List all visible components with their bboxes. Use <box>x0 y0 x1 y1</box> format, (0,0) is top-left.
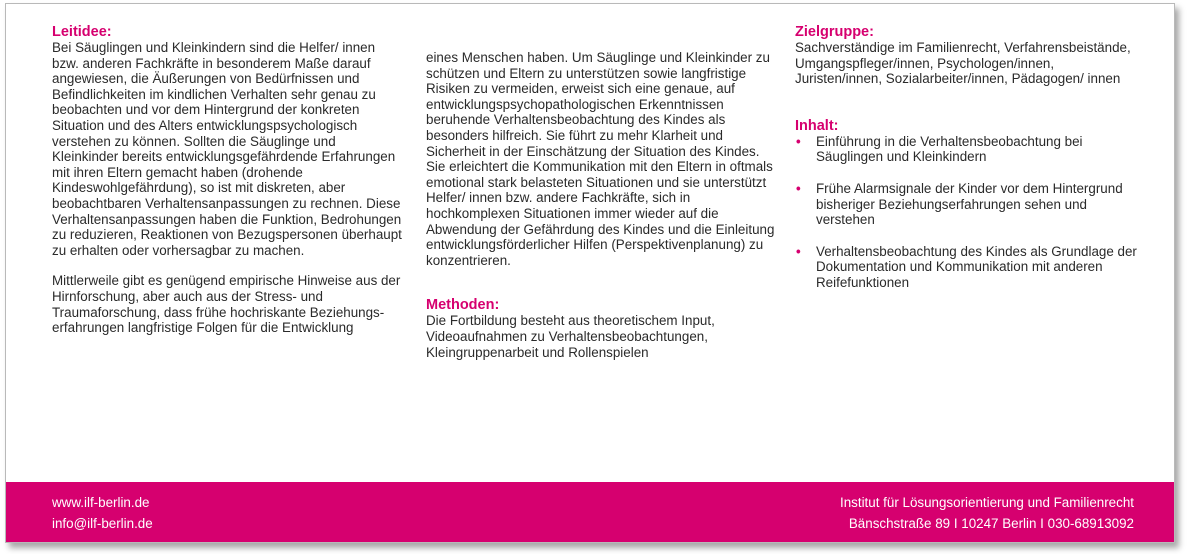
inhalt-list <box>795 134 1140 291</box>
list-item <box>795 181 1140 228</box>
inhalt-item-text: Einführung in die Verhaltensbeobachtung bei Säuglingen und Kleinkindern <box>816 133 1083 165</box>
inhalt-heading: Inhalt: <box>795 117 839 134</box>
column-middle <box>426 50 778 360</box>
flyer-card <box>5 3 1175 543</box>
leitidee-paragraph-2: Mittlerweile gibt es genügend empirische Hinweise aus der Hirnforschung, aber auch aus der Stress- und Traumaforschung, dass frühe hochriskante Beziehungserfahrungen langfristige Folgen für die Entwicklung <box>52 273 401 336</box>
leitidee-heading: Leitidee: <box>52 24 112 40</box>
column-left <box>52 24 404 336</box>
leitidee-paragraph-1: Bei Säuglingen und Kleinkindern sind die Helfer/ innen bzw. anderen Fachkräfte in besonderem Maße darauf angewiesen, die Äußerungen von Bedürfnissen und Befindlichkeiten im kindlichen Verhalten sehr genau zu beobachten und vor dem Hintergrund der konkreten Situation und des Alters entwicklungspsychologisch verstehen zu können. Sollten die Säuglinge und Kleinkinder bereits entwicklungsgefährdende Erfahrungen mit ihren Eltern gemacht haben (drohende Kindeswohlgefährdung), so ist mit diskreten, aber beobachtbaren Verhaltensanpassungen zu rechnen. Diese Verhaltensanpassungen haben die Funktion, Bedrohungen zu reduzieren, Reaktionen von Bezugspersonen überhaupt zu erhalten oder vorhersagbar zu machen. <box>52 40 402 258</box>
address-line: Bänschstraße 89 I 10247 Berlin I 030-68913092 <box>848 516 1134 531</box>
zielgruppe-heading: Zielgruppe: <box>795 24 874 40</box>
institute-name: Institut für Lösungsorientierung und Familienrecht <box>839 495 1134 510</box>
bullet-icon: • <box>796 243 801 259</box>
list-item <box>795 134 1140 165</box>
website-link[interactable]: www.ilf-berlin.de <box>52 495 150 510</box>
footer-contact <box>52 492 153 534</box>
methoden-text: Die Fortbildung besteht aus theoretischem Input, Videoaufnahmen zu Verhaltensbeobachtungen, Kleingruppenarbeit und Rollenspielen <box>426 313 715 360</box>
column-right <box>795 24 1140 307</box>
footer-bar <box>6 482 1174 542</box>
methoden-heading: Methoden: <box>426 297 500 314</box>
list-item <box>795 244 1140 291</box>
inhalt-item-text: Verhaltensbeobachtung des Kindes als Grundlage der Dokumentation und Kommunikation mit anderen Reifefunktionen <box>816 243 1137 290</box>
email-link[interactable]: info@ilf-berlin.de <box>52 516 153 531</box>
zielgruppe-text: Sachverständige im Familienrecht, Verfahrensbeistände, Umgangspfleger/innen, Psychologen/innen, Juristen/innen, Sozialarbeiter/innen, Pädagogen/ innen <box>795 40 1131 87</box>
inhalt-item-text: Frühe Alarmsignale der Kinder vor dem Hintergrund bisheriger Beziehungserfahrungen sehen und verstehen <box>816 180 1123 228</box>
footer-address <box>840 492 1134 534</box>
bullet-icon: • <box>796 133 801 149</box>
bullet-icon: • <box>796 180 801 196</box>
leitidee-paragraph-3: eines Menschen haben. Um Säuglinge und Kleinkinder zu schützen und Eltern zu unterstützen sowie langfristige Risiken zu vermeiden, erweist sich eine genaue, auf entwicklungspsychopathologischen Erkenntnissen beruhende Verhaltensbeobachtung des Kindes als besonders hilfreich. Sie führt zu mehr Klarheit und Sicherheit in der Einschätzung der Situation des Kindes. Sie erleichtert die Kommunikation mit den Eltern in oftmals emotional stark belasteten Situationen und sie unterstützt Helfer/ innen bzw. andere Fachkräfte, sich in hochkomplexen Situationen immer wieder auf die Abwendung der Gefährdung des Kindes und die Einleitung entwicklungsförderlicher Hilfen (Perspektivenplanung) zu konzentrieren. <box>426 50 775 268</box>
